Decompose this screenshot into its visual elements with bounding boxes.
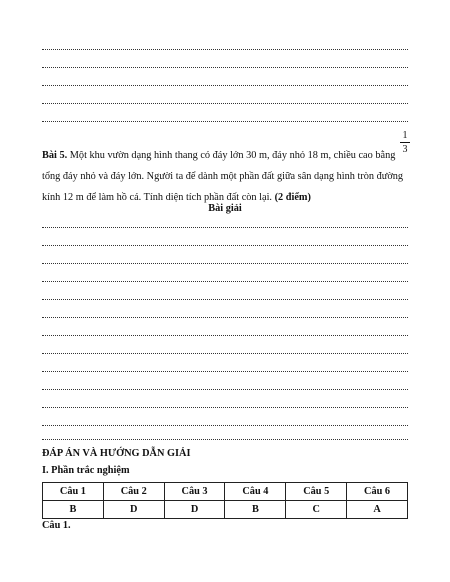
solution-line — [42, 263, 408, 264]
answer-line — [42, 103, 408, 104]
problem-line-2: tổng đáy nhỏ và đáy lớn. Người ta để dành một phần đất giữa sân dạng hình tròn đường — [42, 171, 404, 182]
table-cell: D — [164, 501, 225, 519]
problem-line-1 — [42, 145, 410, 166]
answer-line — [42, 85, 408, 86]
solution-line — [42, 317, 408, 318]
solution-line — [42, 227, 408, 228]
answer-line — [42, 67, 408, 68]
table-header-cell: Câu 5 — [286, 483, 347, 501]
table-header-cell: Câu 4 — [225, 483, 286, 501]
solution-line — [42, 281, 408, 282]
table-header-cell: Câu 3 — [164, 483, 225, 501]
points-label: (2 điểm) — [274, 192, 311, 203]
fraction-bar — [400, 142, 410, 143]
fraction-denominator: 3 — [402, 144, 408, 155]
answer-line — [42, 49, 408, 50]
table-header-cell: Câu 1 — [43, 483, 104, 501]
table-cell: C — [286, 501, 347, 519]
fraction-numerator: 1 — [402, 130, 408, 141]
table-cell: A — [347, 501, 408, 519]
problem-label: Bài 5. — [42, 150, 68, 161]
problem-statement — [42, 145, 410, 208]
solution-line — [42, 407, 408, 408]
answer-table-header-row — [43, 483, 408, 501]
answer-line — [42, 121, 408, 122]
table-header-cell: Câu 2 — [103, 483, 164, 501]
solution-line — [42, 425, 408, 426]
table-header-cell: Câu 6 — [347, 483, 408, 501]
solution-line — [42, 439, 408, 440]
solution-line — [42, 245, 408, 246]
table-cell: D — [103, 501, 164, 519]
solution-line — [42, 335, 408, 336]
answer-table — [42, 482, 408, 519]
answers-title: ĐÁP ÁN VÀ HƯỚNG DẪN GIẢI — [42, 448, 191, 459]
problem-text-3: kính 12 m để làm hồ cá. Tính diện tích phần đất còn lại. — [42, 192, 275, 203]
table-cell: B — [43, 501, 104, 519]
table-cell: B — [225, 501, 286, 519]
solution-line — [42, 299, 408, 300]
solution-line — [42, 353, 408, 354]
solution-line — [42, 371, 408, 372]
section-title: I. Phần trắc nghiệm — [42, 465, 130, 476]
solution-title: Bài giải — [208, 203, 242, 214]
question-label: Câu 1. — [42, 520, 71, 531]
solution-line — [42, 389, 408, 390]
answer-table-row — [43, 501, 408, 519]
problem-text-1: Một khu vườn dạng hình thang có đáy lớn 30 m, đáy nhỏ 18 m, chiều cao bằng — [67, 150, 396, 161]
